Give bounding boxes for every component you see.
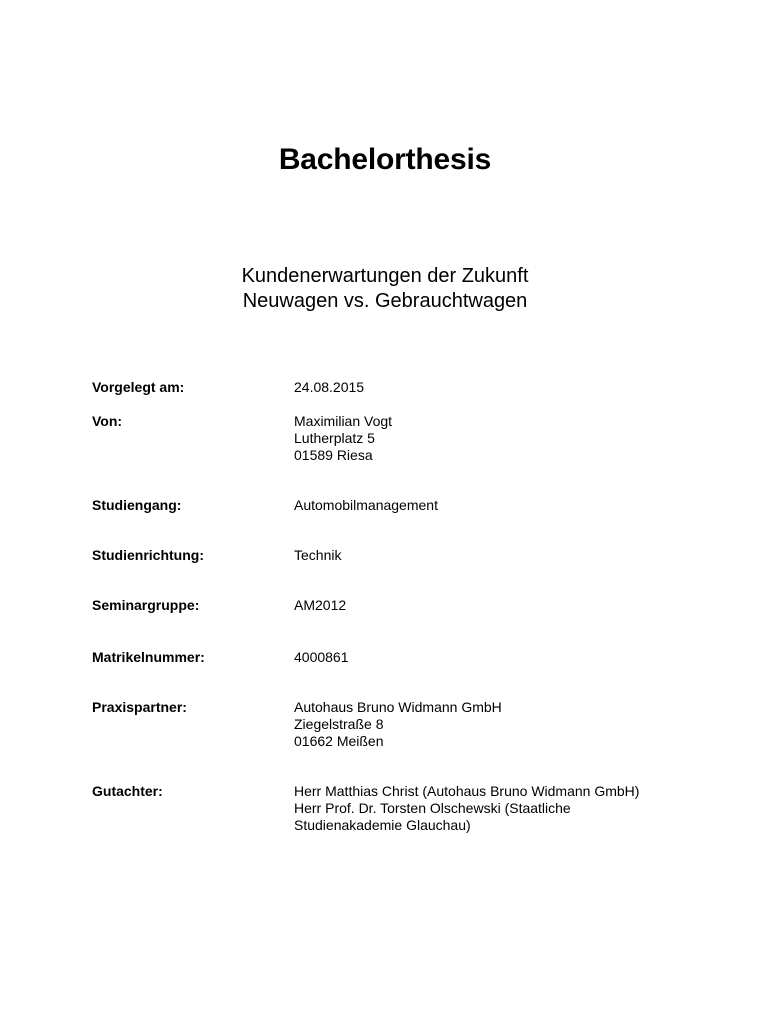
field-value (294, 413, 694, 464)
value-line: 01589 Riesa (294, 447, 373, 463)
thesis-title: Bachelorthesis (278, 143, 492, 176)
value-line: Herr Matthias Christ (Autohaus Bruno Widmann GmbH) (294, 783, 640, 799)
field-label: Studienrichtung: (92, 547, 204, 563)
field-label: Matrikelnummer: (92, 649, 205, 665)
value-line: Maximilian Vogt (294, 413, 393, 429)
thesis-subtitle (0, 264, 770, 314)
field-value (294, 699, 694, 750)
value-line: Herr Prof. Dr. Torsten Olschewski (Staatliche (294, 800, 571, 816)
field-value (294, 597, 694, 614)
field-value (294, 379, 694, 396)
field-label: Vorgelegt am: (92, 379, 185, 395)
value-line: Technik (294, 547, 342, 563)
value-line: AM2012 (294, 597, 347, 613)
field-label: Studiengang: (92, 497, 182, 513)
subtitle-line: Neuwagen vs. Gebrauchtwagen (242, 290, 528, 312)
field-value (294, 497, 694, 514)
field-label: Von: (92, 413, 123, 429)
value-line: Automobilmanagement (294, 497, 438, 513)
field-label: Praxispartner: (92, 699, 187, 715)
value-line: 01662 Meißen (294, 733, 384, 749)
value-line: 4000861 (294, 649, 349, 665)
field-label: Gutachter: (92, 783, 163, 799)
value-line: Lutherplatz 5 (294, 430, 375, 446)
value-line: 24.08.2015 (294, 379, 365, 395)
subtitle-line: Kundenerwartungen der Zukunft (241, 265, 529, 287)
field-value (294, 547, 694, 564)
value-line: Ziegelstraße 8 (294, 716, 384, 732)
value-line: Studienakademie Glauchau) (294, 817, 471, 833)
field-label: Seminargruppe: (92, 597, 200, 613)
field-value (294, 649, 694, 666)
value-line: Autohaus Bruno Widmann GmbH (294, 699, 502, 715)
field-value (294, 783, 694, 834)
